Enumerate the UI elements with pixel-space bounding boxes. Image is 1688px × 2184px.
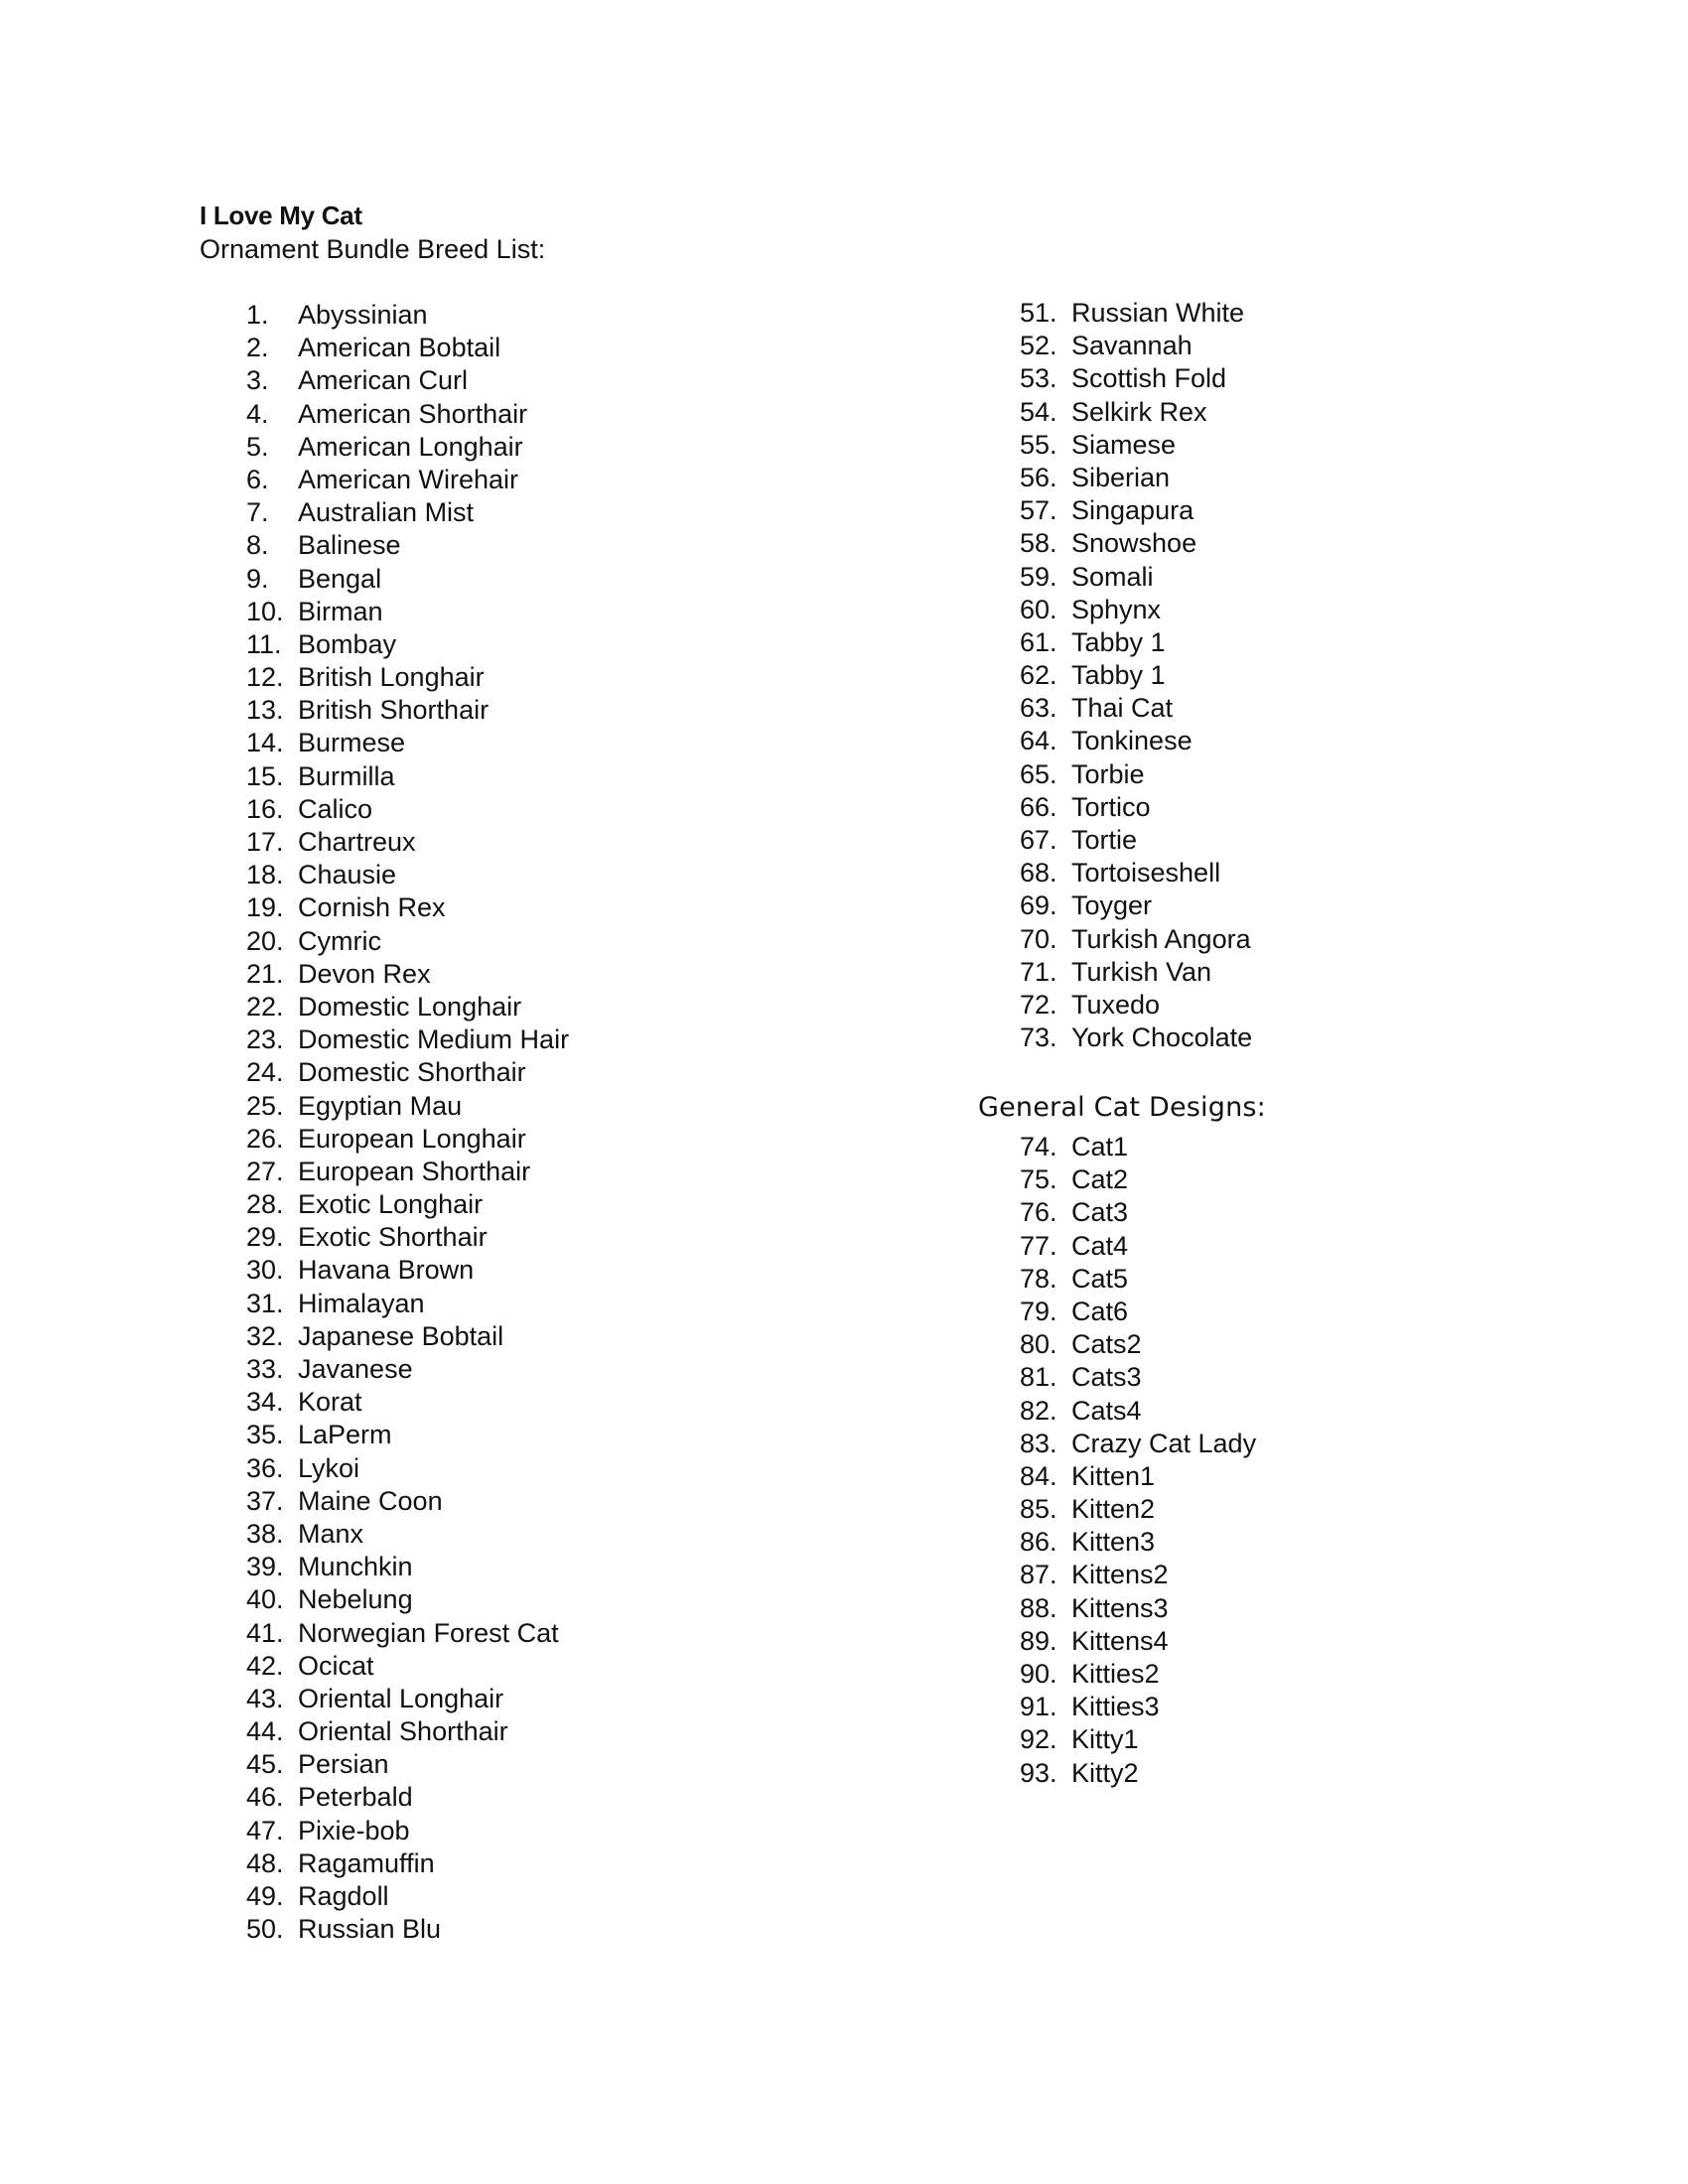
list-item-name: Tortoiseshell — [1071, 858, 1221, 888]
list-item-name: Tuxedo — [1071, 989, 1161, 1020]
list-item-number: 73. — [1020, 1023, 1057, 1053]
list-item-number: 47. — [246, 1815, 284, 1845]
list-item-number: 91. — [1020, 1692, 1057, 1722]
list-item-number: 93. — [1020, 1757, 1057, 1788]
list-item-number: 22. — [246, 991, 284, 1022]
list-item-name: Cat2 — [1071, 1164, 1129, 1195]
list-item-number: 92. — [1020, 1724, 1057, 1755]
list-item — [1020, 297, 1252, 330]
list-item — [246, 1518, 569, 1551]
list-item-number: 85. — [1020, 1494, 1057, 1525]
list-item — [1020, 824, 1252, 857]
list-item-name: Munchkin — [298, 1552, 413, 1582]
list-item-name: Crazy Cat Lady — [1071, 1428, 1257, 1458]
list-item — [246, 859, 569, 891]
list-item-number: 77. — [1020, 1230, 1057, 1261]
list-item-number: 43. — [246, 1683, 284, 1713]
list-item-number: 6. — [246, 464, 269, 494]
list-item — [1020, 1131, 1256, 1163]
list-item-name: Maine Coon — [298, 1485, 443, 1516]
list-item-name: Bombay — [298, 628, 397, 659]
list-item — [1020, 330, 1252, 362]
list-item-number: 37. — [246, 1485, 284, 1516]
list-item-name: Kittens2 — [1071, 1560, 1169, 1590]
list-item — [246, 891, 569, 924]
list-item-name: Persian — [298, 1749, 389, 1780]
list-item-name: Scottish Fold — [1071, 363, 1227, 394]
list-item-name: Cats4 — [1071, 1395, 1142, 1426]
list-item-name: Himalayan — [298, 1288, 425, 1318]
list-item-name: Domestic Longhair — [298, 991, 522, 1022]
list-item — [246, 1288, 569, 1320]
list-item-name: Kitties3 — [1071, 1692, 1160, 1722]
list-item-name: American Shorthair — [298, 398, 528, 429]
list-item — [246, 1090, 569, 1123]
list-item-name: Cat3 — [1071, 1197, 1129, 1228]
list-item — [246, 1551, 569, 1583]
list-item — [1020, 692, 1252, 725]
list-item-number: 17. — [246, 827, 284, 857]
list-item — [1020, 1658, 1256, 1691]
list-item-name: Kitty2 — [1071, 1757, 1139, 1788]
list-item-number: 49. — [246, 1881, 284, 1911]
list-item-number: 4. — [246, 398, 269, 429]
list-item-number: 20. — [246, 925, 284, 956]
list-item-number: 52. — [1020, 331, 1057, 361]
list-item-number: 86. — [1020, 1527, 1057, 1558]
list-item-number: 18. — [246, 860, 284, 890]
list-item-name: Manx — [298, 1518, 364, 1549]
list-item — [246, 1024, 569, 1056]
list-item-number: 45. — [246, 1749, 284, 1780]
list-item-number: 71. — [1020, 956, 1057, 987]
list-item-number: 79. — [1020, 1296, 1057, 1326]
list-item-name: Toyger — [1071, 890, 1153, 921]
list-item-number: 29. — [246, 1222, 284, 1253]
list-item — [246, 628, 569, 661]
list-item-number: 68. — [1020, 858, 1057, 888]
list-item-number: 32. — [246, 1320, 284, 1351]
list-item-number: 40. — [246, 1584, 284, 1615]
list-item-number: 63. — [1020, 693, 1057, 724]
list-item-name: Sphynx — [1071, 594, 1162, 624]
list-item-number: 41. — [246, 1617, 284, 1648]
list-item-name: Cornish Rex — [298, 892, 446, 923]
list-item — [246, 398, 569, 431]
list-item-number: 54. — [1020, 396, 1057, 427]
document-subtitle: Ornament Bundle Breed List: — [200, 234, 546, 264]
list-item — [246, 1386, 569, 1419]
list-item — [246, 1748, 569, 1781]
list-item-name: Tonkinese — [1071, 726, 1193, 756]
list-item-number: 42. — [246, 1650, 284, 1681]
list-item-name: Pixie-bob — [298, 1815, 410, 1845]
list-item — [246, 1683, 569, 1715]
list-item — [1020, 396, 1252, 429]
list-item — [246, 1650, 569, 1683]
list-item-number: 81. — [1020, 1362, 1057, 1393]
list-item-name: Kitten2 — [1071, 1494, 1156, 1525]
list-item-number: 60. — [1020, 594, 1057, 624]
list-item-number: 46. — [246, 1782, 284, 1813]
list-item-name: Siberian — [1071, 462, 1171, 492]
list-item-name: Burmilla — [298, 760, 395, 791]
list-item-name: Havana Brown — [298, 1255, 475, 1286]
list-item — [1020, 1592, 1256, 1625]
list-item-name: Tabby 1 — [1071, 660, 1166, 691]
list-item-number: 70. — [1020, 923, 1057, 954]
list-item — [246, 661, 569, 694]
list-item — [1020, 857, 1252, 889]
breed-list-right — [1020, 297, 1252, 1054]
list-item-name: Turkish Angora — [1071, 923, 1251, 954]
list-item — [1020, 1757, 1256, 1790]
list-item-number: 66. — [1020, 791, 1057, 822]
list-item — [246, 1880, 569, 1913]
list-item-number: 23. — [246, 1024, 284, 1055]
list-item — [1020, 989, 1252, 1022]
list-item-number: 80. — [1020, 1329, 1057, 1360]
list-item-name: Domestic Shorthair — [298, 1057, 526, 1088]
list-item-name: Oriental Shorthair — [298, 1716, 508, 1747]
list-item-name: Tortico — [1071, 791, 1151, 822]
list-item-number: 1. — [246, 300, 269, 330]
list-item-number: 39. — [246, 1552, 284, 1582]
list-item — [246, 1188, 569, 1221]
list-item-number: 25. — [246, 1090, 284, 1121]
list-item-name: Ragdoll — [298, 1881, 389, 1911]
list-item-name: Turkish Van — [1071, 956, 1212, 987]
list-item — [246, 1123, 569, 1156]
list-item-name: Kitten3 — [1071, 1527, 1156, 1558]
list-item-number: 58. — [1020, 528, 1057, 559]
list-item-name: Domestic Medium Hair — [298, 1024, 570, 1055]
list-item — [246, 1056, 569, 1089]
list-item-name: European Longhair — [298, 1123, 526, 1154]
list-item-name: Exotic Shorthair — [298, 1222, 488, 1253]
list-item — [1020, 1723, 1256, 1756]
list-item-number: 69. — [1020, 890, 1057, 921]
list-item — [1020, 1296, 1256, 1328]
list-item — [246, 1617, 569, 1650]
list-item — [246, 925, 569, 958]
list-item — [246, 1221, 569, 1254]
list-item-number: 75. — [1020, 1164, 1057, 1195]
list-item-name: American Curl — [298, 365, 469, 396]
list-item-number: 67. — [1020, 825, 1057, 855]
list-item-name: Lykoi — [298, 1452, 360, 1483]
list-item-number: 10. — [246, 596, 284, 626]
list-item-name: Thai Cat — [1071, 693, 1174, 724]
list-item-name: Oriental Longhair — [298, 1683, 504, 1713]
list-item-name: Tortie — [1071, 825, 1138, 855]
list-item — [246, 1815, 569, 1847]
list-item — [1020, 1263, 1256, 1296]
list-item — [246, 1419, 569, 1451]
list-item-name: Russian White — [1071, 298, 1245, 328]
list-item-number: 3. — [246, 365, 269, 396]
list-item — [1020, 429, 1252, 462]
list-item-number: 89. — [1020, 1625, 1057, 1656]
list-item-number: 59. — [1020, 561, 1057, 592]
list-item-number: 16. — [246, 793, 284, 824]
list-item — [246, 1715, 569, 1748]
list-item — [246, 1583, 569, 1616]
list-item-number: 5. — [246, 431, 269, 462]
list-item-name: Singapura — [1071, 495, 1195, 526]
list-item-name: British Longhair — [298, 662, 485, 693]
list-item-number: 76. — [1020, 1197, 1057, 1228]
list-item-number: 61. — [1020, 626, 1057, 657]
list-item — [1020, 923, 1252, 956]
list-item-number: 51. — [1020, 298, 1057, 328]
list-item — [246, 563, 569, 596]
list-item-name: Korat — [298, 1387, 362, 1418]
list-item-name: Exotic Longhair — [298, 1189, 484, 1220]
list-item-number: 30. — [246, 1255, 284, 1286]
list-item — [1020, 725, 1252, 757]
list-item-name: Kittens3 — [1071, 1592, 1169, 1623]
list-item — [246, 1254, 569, 1287]
list-item-number: 55. — [1020, 429, 1057, 460]
list-item-name: Bengal — [298, 563, 382, 594]
list-item-number: 26. — [246, 1123, 284, 1154]
list-item-name: Kitten1 — [1071, 1460, 1156, 1491]
list-item — [1020, 1361, 1256, 1394]
list-item — [1020, 1460, 1256, 1493]
list-item-number: 78. — [1020, 1263, 1057, 1294]
list-item-number: 27. — [246, 1156, 284, 1186]
list-item-name: Cats2 — [1071, 1329, 1142, 1360]
list-item — [246, 727, 569, 759]
list-item-name: Chartreux — [298, 827, 416, 857]
list-item-number: 72. — [1020, 989, 1057, 1020]
list-item — [246, 431, 569, 464]
list-item — [246, 958, 569, 991]
list-item-number: 84. — [1020, 1460, 1057, 1491]
list-item-name: Egyptian Mau — [298, 1090, 463, 1121]
list-item-name: LaPerm — [298, 1420, 392, 1450]
list-item — [1020, 1559, 1256, 1591]
list-item-number: 14. — [246, 728, 284, 758]
list-item-number: 33. — [246, 1354, 284, 1384]
list-item — [1020, 758, 1252, 791]
list-item — [1020, 1022, 1252, 1054]
list-item-number: 13. — [246, 695, 284, 726]
list-item-number: 7. — [246, 497, 269, 528]
list-item-name: Peterbald — [298, 1782, 413, 1813]
list-item-number: 38. — [246, 1518, 284, 1549]
list-item — [1020, 494, 1252, 527]
list-item — [246, 1847, 569, 1880]
list-item-number: 44. — [246, 1716, 284, 1747]
list-item-name: Kitties2 — [1071, 1659, 1160, 1689]
list-item-name: Russian Blu — [298, 1914, 442, 1945]
list-item-name: Devon Rex — [298, 958, 431, 989]
list-item — [246, 1485, 569, 1518]
list-item-number: 28. — [246, 1189, 284, 1220]
list-item-number: 19. — [246, 892, 284, 923]
list-item-name: Torbie — [1071, 758, 1145, 789]
list-item-number: 56. — [1020, 462, 1057, 492]
list-item-number: 74. — [1020, 1132, 1057, 1161]
list-item-name: Cat5 — [1071, 1263, 1129, 1294]
list-item-name: Japanese Bobtail — [298, 1320, 504, 1351]
list-item-number: 36. — [246, 1452, 284, 1483]
list-item-name: American Bobtail — [298, 333, 501, 363]
list-item — [1020, 462, 1252, 494]
list-item-name: Tabby 1 — [1071, 626, 1166, 657]
list-item — [1020, 1328, 1256, 1361]
list-item-number: 88. — [1020, 1592, 1057, 1623]
list-item — [1020, 1230, 1256, 1263]
list-item — [1020, 561, 1252, 594]
list-item — [1020, 1196, 1256, 1229]
list-item — [246, 496, 569, 529]
list-item-number: 64. — [1020, 726, 1057, 756]
list-item-name: Burmese — [298, 728, 406, 758]
list-item-name: Norwegian Forest Cat — [298, 1617, 559, 1648]
list-item-name: Ragamuffin — [298, 1847, 435, 1878]
list-item — [1020, 791, 1252, 824]
list-item-number: 87. — [1020, 1560, 1057, 1590]
list-item-number: 82. — [1020, 1395, 1057, 1426]
list-item — [1020, 594, 1252, 626]
list-item-name: British Shorthair — [298, 695, 490, 726]
list-item-name: Nebelung — [298, 1584, 413, 1615]
list-item — [1020, 659, 1252, 692]
list-item — [246, 760, 569, 793]
list-item — [1020, 362, 1252, 395]
list-item-number: 21. — [246, 958, 284, 989]
document-title: I Love My Cat — [200, 201, 362, 230]
list-item-name: Australian Mist — [298, 497, 475, 528]
list-item-name: Snowshoe — [1071, 528, 1197, 559]
list-item-number: 2. — [246, 333, 269, 363]
list-item-name: Kittens4 — [1071, 1625, 1169, 1656]
list-item — [1020, 1493, 1256, 1526]
list-item-name: American Wirehair — [298, 464, 519, 494]
list-item — [246, 1156, 569, 1188]
list-item — [1020, 1163, 1256, 1196]
list-item-number: 57. — [1020, 495, 1057, 526]
list-item-name: Cat4 — [1071, 1230, 1129, 1261]
list-item — [246, 1913, 569, 1946]
list-item — [1020, 956, 1252, 989]
list-item-number: 65. — [1020, 758, 1057, 789]
list-item-name: American Longhair — [298, 431, 523, 462]
list-item-name: Ocicat — [298, 1650, 374, 1681]
list-item-name: Javanese — [298, 1354, 413, 1384]
list-item-number: 12. — [246, 662, 284, 693]
list-item — [1020, 626, 1252, 659]
list-item — [246, 299, 569, 332]
list-item — [1020, 527, 1252, 560]
list-item — [1020, 1691, 1256, 1723]
list-item-name: Cat1 — [1071, 1132, 1129, 1161]
list-item-number: 48. — [246, 1847, 284, 1878]
list-item-name: Siamese — [1071, 429, 1177, 460]
list-item — [246, 826, 569, 859]
list-item-number: 35. — [246, 1420, 284, 1450]
list-item-name: European Shorthair — [298, 1156, 531, 1186]
list-item-number: 24. — [246, 1057, 284, 1088]
list-item-name: Cat6 — [1071, 1296, 1129, 1326]
list-item — [246, 1452, 569, 1485]
list-item-number: 83. — [1020, 1428, 1057, 1458]
list-item-number: 8. — [246, 530, 269, 561]
list-item — [1020, 1428, 1256, 1460]
list-item-name: Birman — [298, 596, 383, 626]
list-item-name: York Chocolate — [1071, 1023, 1253, 1053]
list-item — [246, 1781, 569, 1814]
breed-list-left — [246, 299, 569, 1946]
list-item-name: Cats3 — [1071, 1362, 1142, 1393]
list-item — [246, 1353, 569, 1386]
list-item — [246, 991, 569, 1024]
list-item-name: Abyssinian — [298, 300, 428, 330]
list-item-number: 9. — [246, 563, 269, 594]
list-item — [246, 364, 569, 397]
list-item-name: Somali — [1071, 561, 1154, 592]
list-item — [246, 464, 569, 496]
list-item-number: 90. — [1020, 1659, 1057, 1689]
list-item-name: Savannah — [1071, 331, 1193, 361]
list-item-name: Kitty1 — [1071, 1724, 1139, 1755]
list-item — [246, 1320, 569, 1353]
list-item-name: Chausie — [298, 860, 397, 890]
list-item-number: 15. — [246, 760, 284, 791]
list-item — [1020, 1526, 1256, 1559]
list-item — [246, 596, 569, 628]
list-item-name: Selkirk Rex — [1071, 396, 1207, 427]
list-item-number: 50. — [246, 1914, 284, 1945]
list-item — [246, 793, 569, 826]
general-designs-list — [1020, 1131, 1256, 1790]
list-item — [246, 332, 569, 364]
list-item — [246, 694, 569, 727]
list-item — [1020, 889, 1252, 922]
list-item-number: 34. — [246, 1387, 284, 1418]
list-item-number: 62. — [1020, 660, 1057, 691]
list-item-name: Calico — [298, 793, 373, 824]
list-item — [246, 529, 569, 562]
list-item-number: 53. — [1020, 363, 1057, 394]
list-item-name: Balinese — [298, 530, 401, 561]
list-item — [1020, 1395, 1256, 1428]
list-item-name: Cymric — [298, 925, 381, 956]
general-designs-heading: General Cat Designs: — [978, 1092, 1266, 1123]
list-item — [1020, 1625, 1256, 1658]
list-item-number: 31. — [246, 1288, 284, 1318]
list-item-number: 11. — [246, 628, 282, 659]
